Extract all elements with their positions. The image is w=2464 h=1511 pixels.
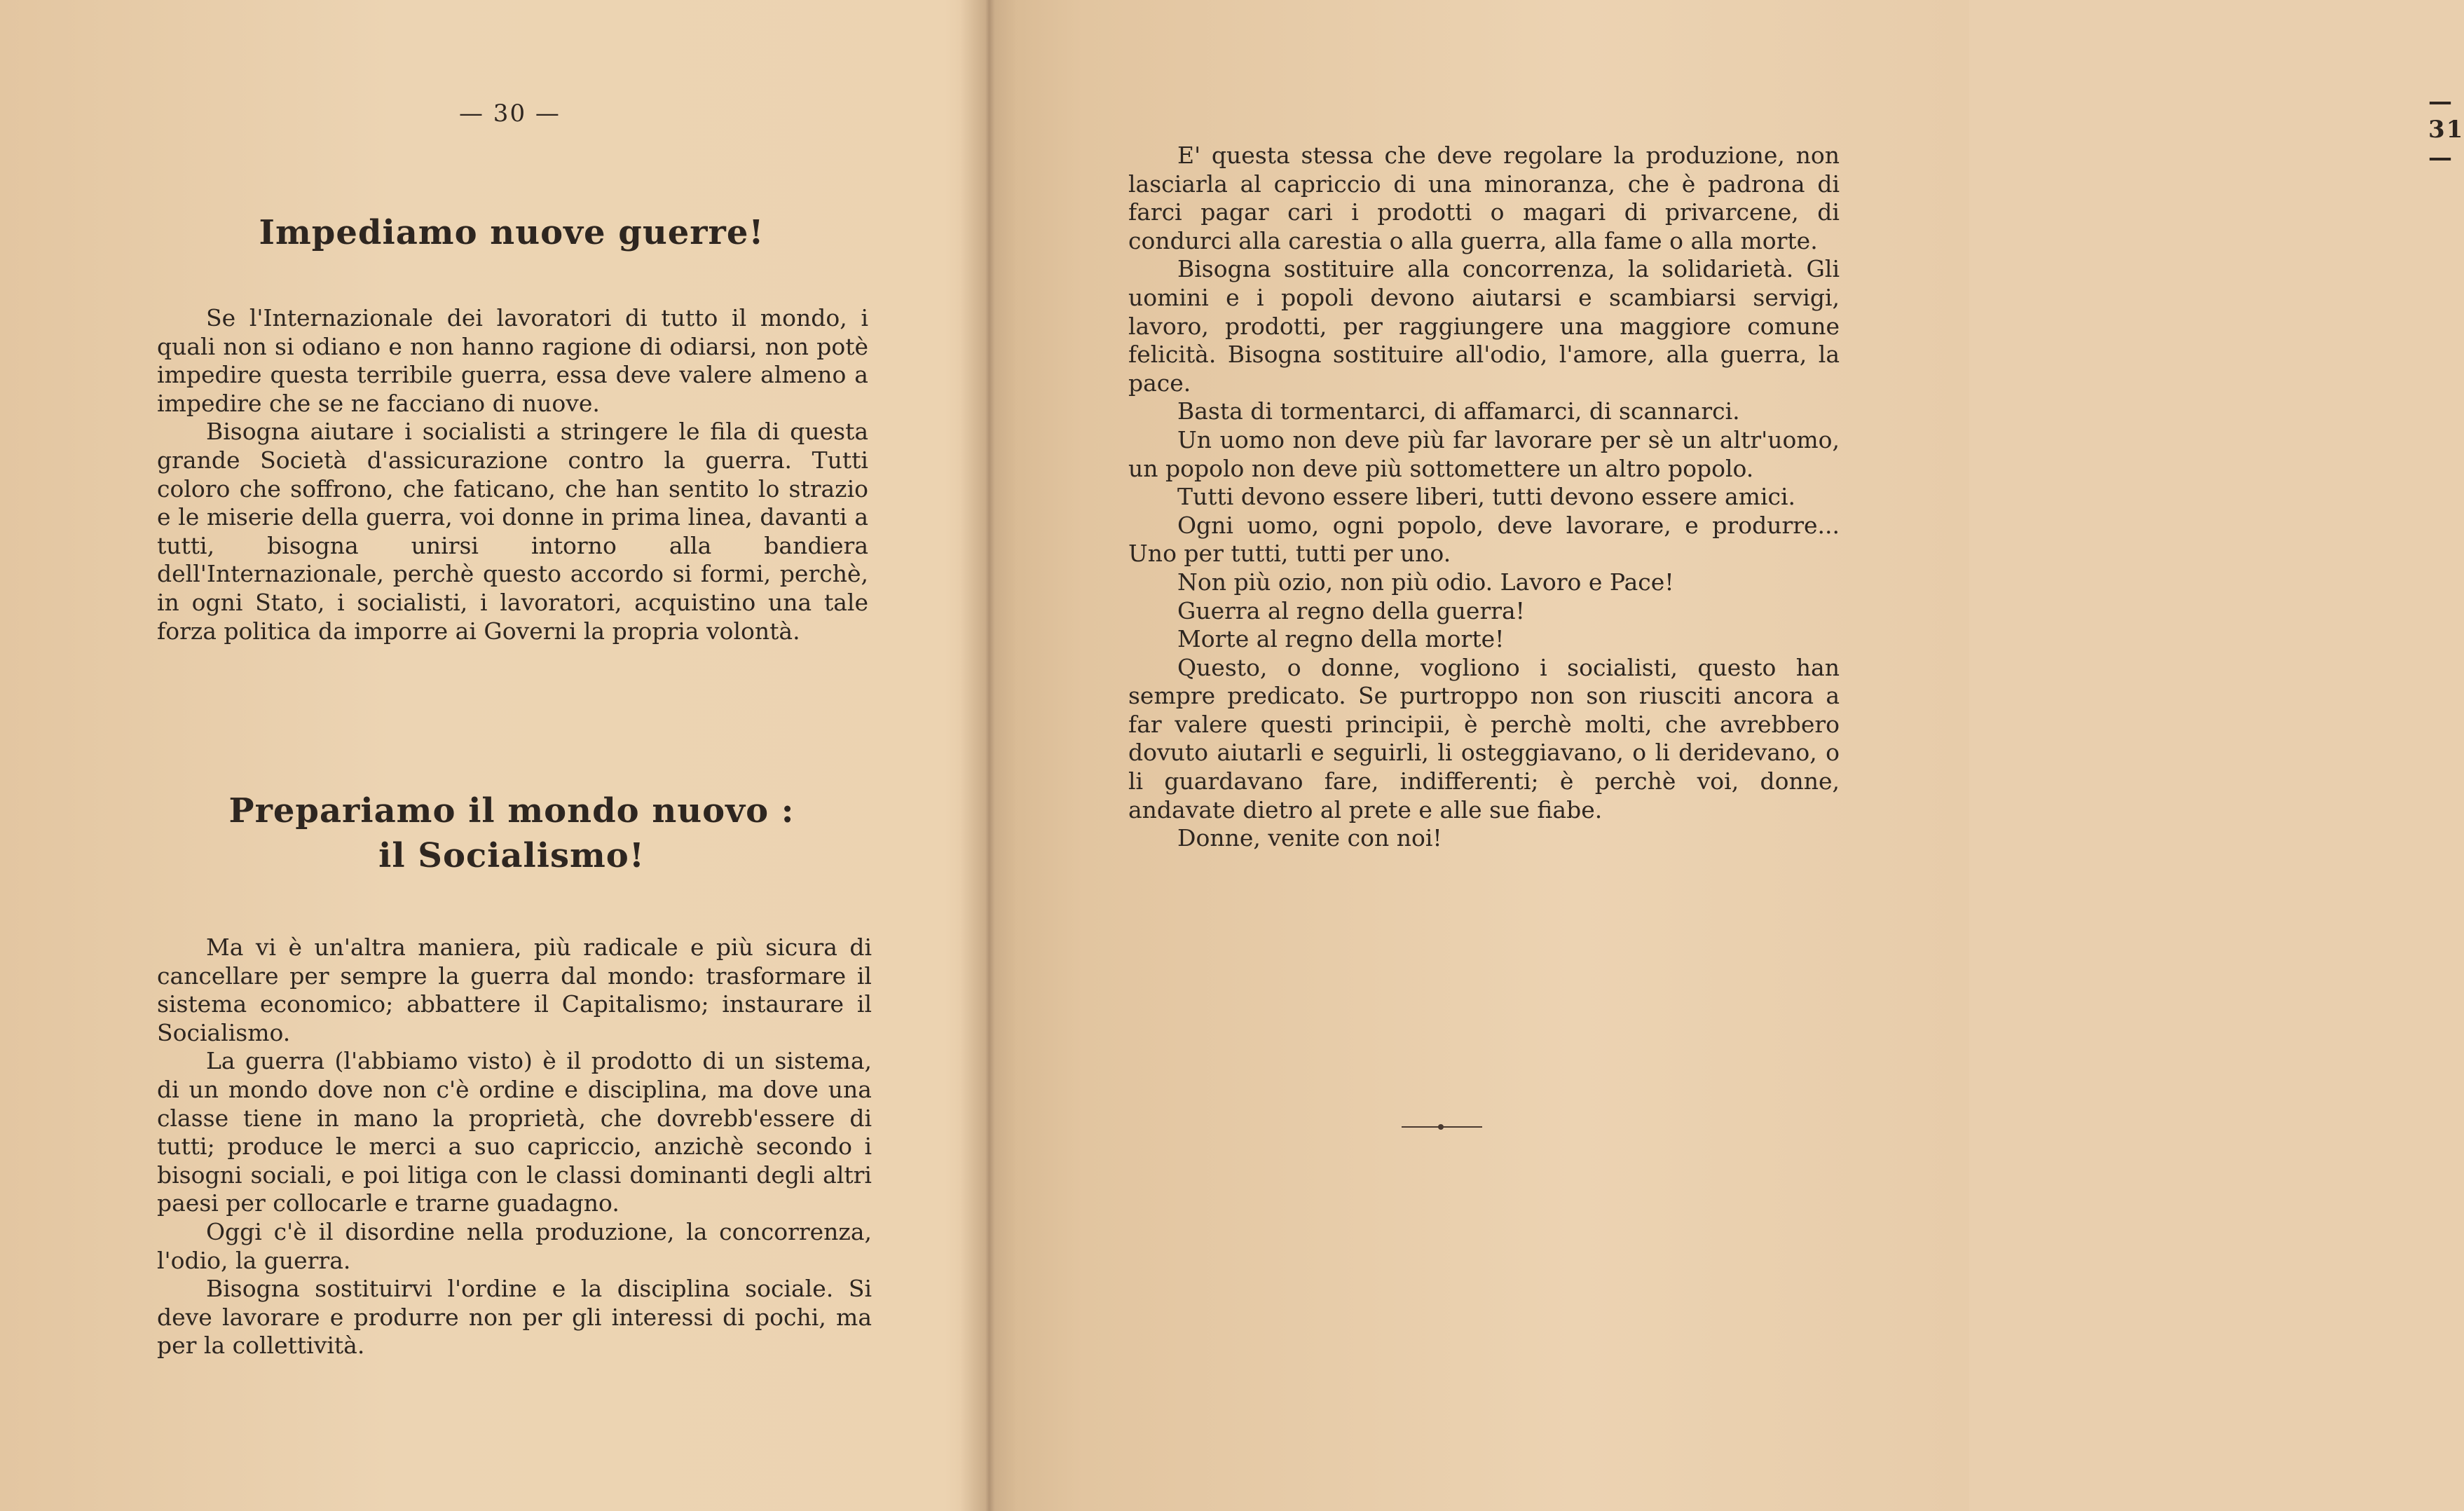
paragraph: Donne, venite con noi! [1177, 824, 1442, 852]
heading-line: Prepariamo il mondo nuovo : [228, 791, 795, 830]
paragraph: Ogni uomo, ogni popolo, deve lavorare, e produrre... Uno per tutti, tutti per uno. [1128, 511, 1840, 568]
page-number-right: — 31 — [2428, 88, 2464, 172]
right-page-text [1128, 142, 1840, 853]
paragraph: Morte al regno della morte! [1177, 625, 1505, 653]
heading-impediamo: Impediamo nuove guerre! [259, 213, 765, 252]
paragraph: Non più ozio, non più odio. Lavoro e Pace! [1177, 568, 1674, 596]
heading-line: il Socialismo! [378, 836, 645, 875]
paragraph: Tutti devono essere liberi, tutti devono essere amici. [1177, 483, 1796, 511]
heading-prepariamo [203, 788, 820, 878]
paragraph: Guerra al regno della guerra! [1177, 596, 1525, 624]
section-prepariamo-text [157, 934, 872, 1360]
paragraph: E' questa stessa che deve regolare la produzione, non lasciarla al capriccio di una minoranza, che è padrona di farci pagar cari i prodotti o magari di privarcene, di condurci alla carestia o alla guerra, alla fame o alla morte. [1128, 142, 1840, 254]
paragraph: Questo, o donne, vogliono i socialisti, questo han sempre predicato. Se purtroppo non son riusciti ancora a far valere questi principii, è perchè molti, che avrebbero dovuto aiutarli e seguirli, li osteggiavano, o li deridevano, o li guardavano fare, indifferenti; è perchè voi, donne, andavate dietro al prete e alle sue fiabe. [1128, 653, 1840, 823]
left-page [0, 0, 981, 1511]
paragraph: Oggi c'è il disordine nella produzione, la concorrenza, l'odio, la guerra. [157, 1217, 872, 1274]
section-impediamo-text [157, 304, 868, 645]
paragraph: Bisogna sostituire alla concorrenza, la solidarietà. Gli uomini e i popoli devono aiutarsi e scambiarsi servigi, lavoro, prodotti, per raggiungere una maggiore comune felicità. Bisogna sostituire all'odio, l'amore, alla guerra, la pace. [1128, 255, 1840, 397]
paragraph: Bisogna aiutare i socialisti a stringere le fila di questa grande Società d'assicurazione contro la guerra. Tutti coloro che soffrono, che faticano, che han sentito lo strazio e le miserie della guerra, voi donne in prima linea, davanti a tutti, bisogna unirsi intorno alla bandiera dell'Internazionale, perchè questo accordo si formi, perchè, in ogni Stato, i socialisti, i lavoratori, acquistino una tale forza politica da imporre ai Governi la propria volontà. [157, 418, 868, 645]
paragraph: Un uomo non deve più far lavorare per sè un altr'uomo, un popolo non deve più sottomettere un altro popolo. [1128, 425, 1840, 482]
paragraph: La guerra (l'abbiamo visto) è il prodotto di un sistema, di un mondo dove non c'è ordine e disciplina, ma dove una classe tiene in mano la proprietà, che dovrebb'essere di tutti; produce le merci a suo capriccio, anzichè secondo i bisogni sociali, e poi litiga con le classi dominanti degli altri paesi per collocarle e trarne guadagno. [157, 1047, 872, 1217]
page-number-left: — 30 — [459, 100, 561, 128]
paragraph: Basta di tormentarci, di affamarci, di scannarci. [1177, 397, 1740, 425]
paragraph: Bisogna sostituirvi l'ordine e la disciplina sociale. Si deve lavorare e produrre non per gli interessi di pochi, ma per la collettività. [157, 1275, 872, 1360]
paragraph: Se l'Internazionale dei lavoratori di tutto il mondo, i quali non si odiano e non hanno ragione di odiarsi, non potè impedire questa terribile guerra, essa deve valere almeno a impedire che se ne facciano di nuove. [157, 304, 868, 417]
paragraph: Ma vi è un'altra maniera, più radicale e più sicura di cancellare per sempre la guerra dal mondo: trasformare il sistema economico; abbattere il Capitalismo; instaurare il Socialismo. [157, 934, 872, 1046]
ornamental-divider [1402, 1126, 1482, 1128]
